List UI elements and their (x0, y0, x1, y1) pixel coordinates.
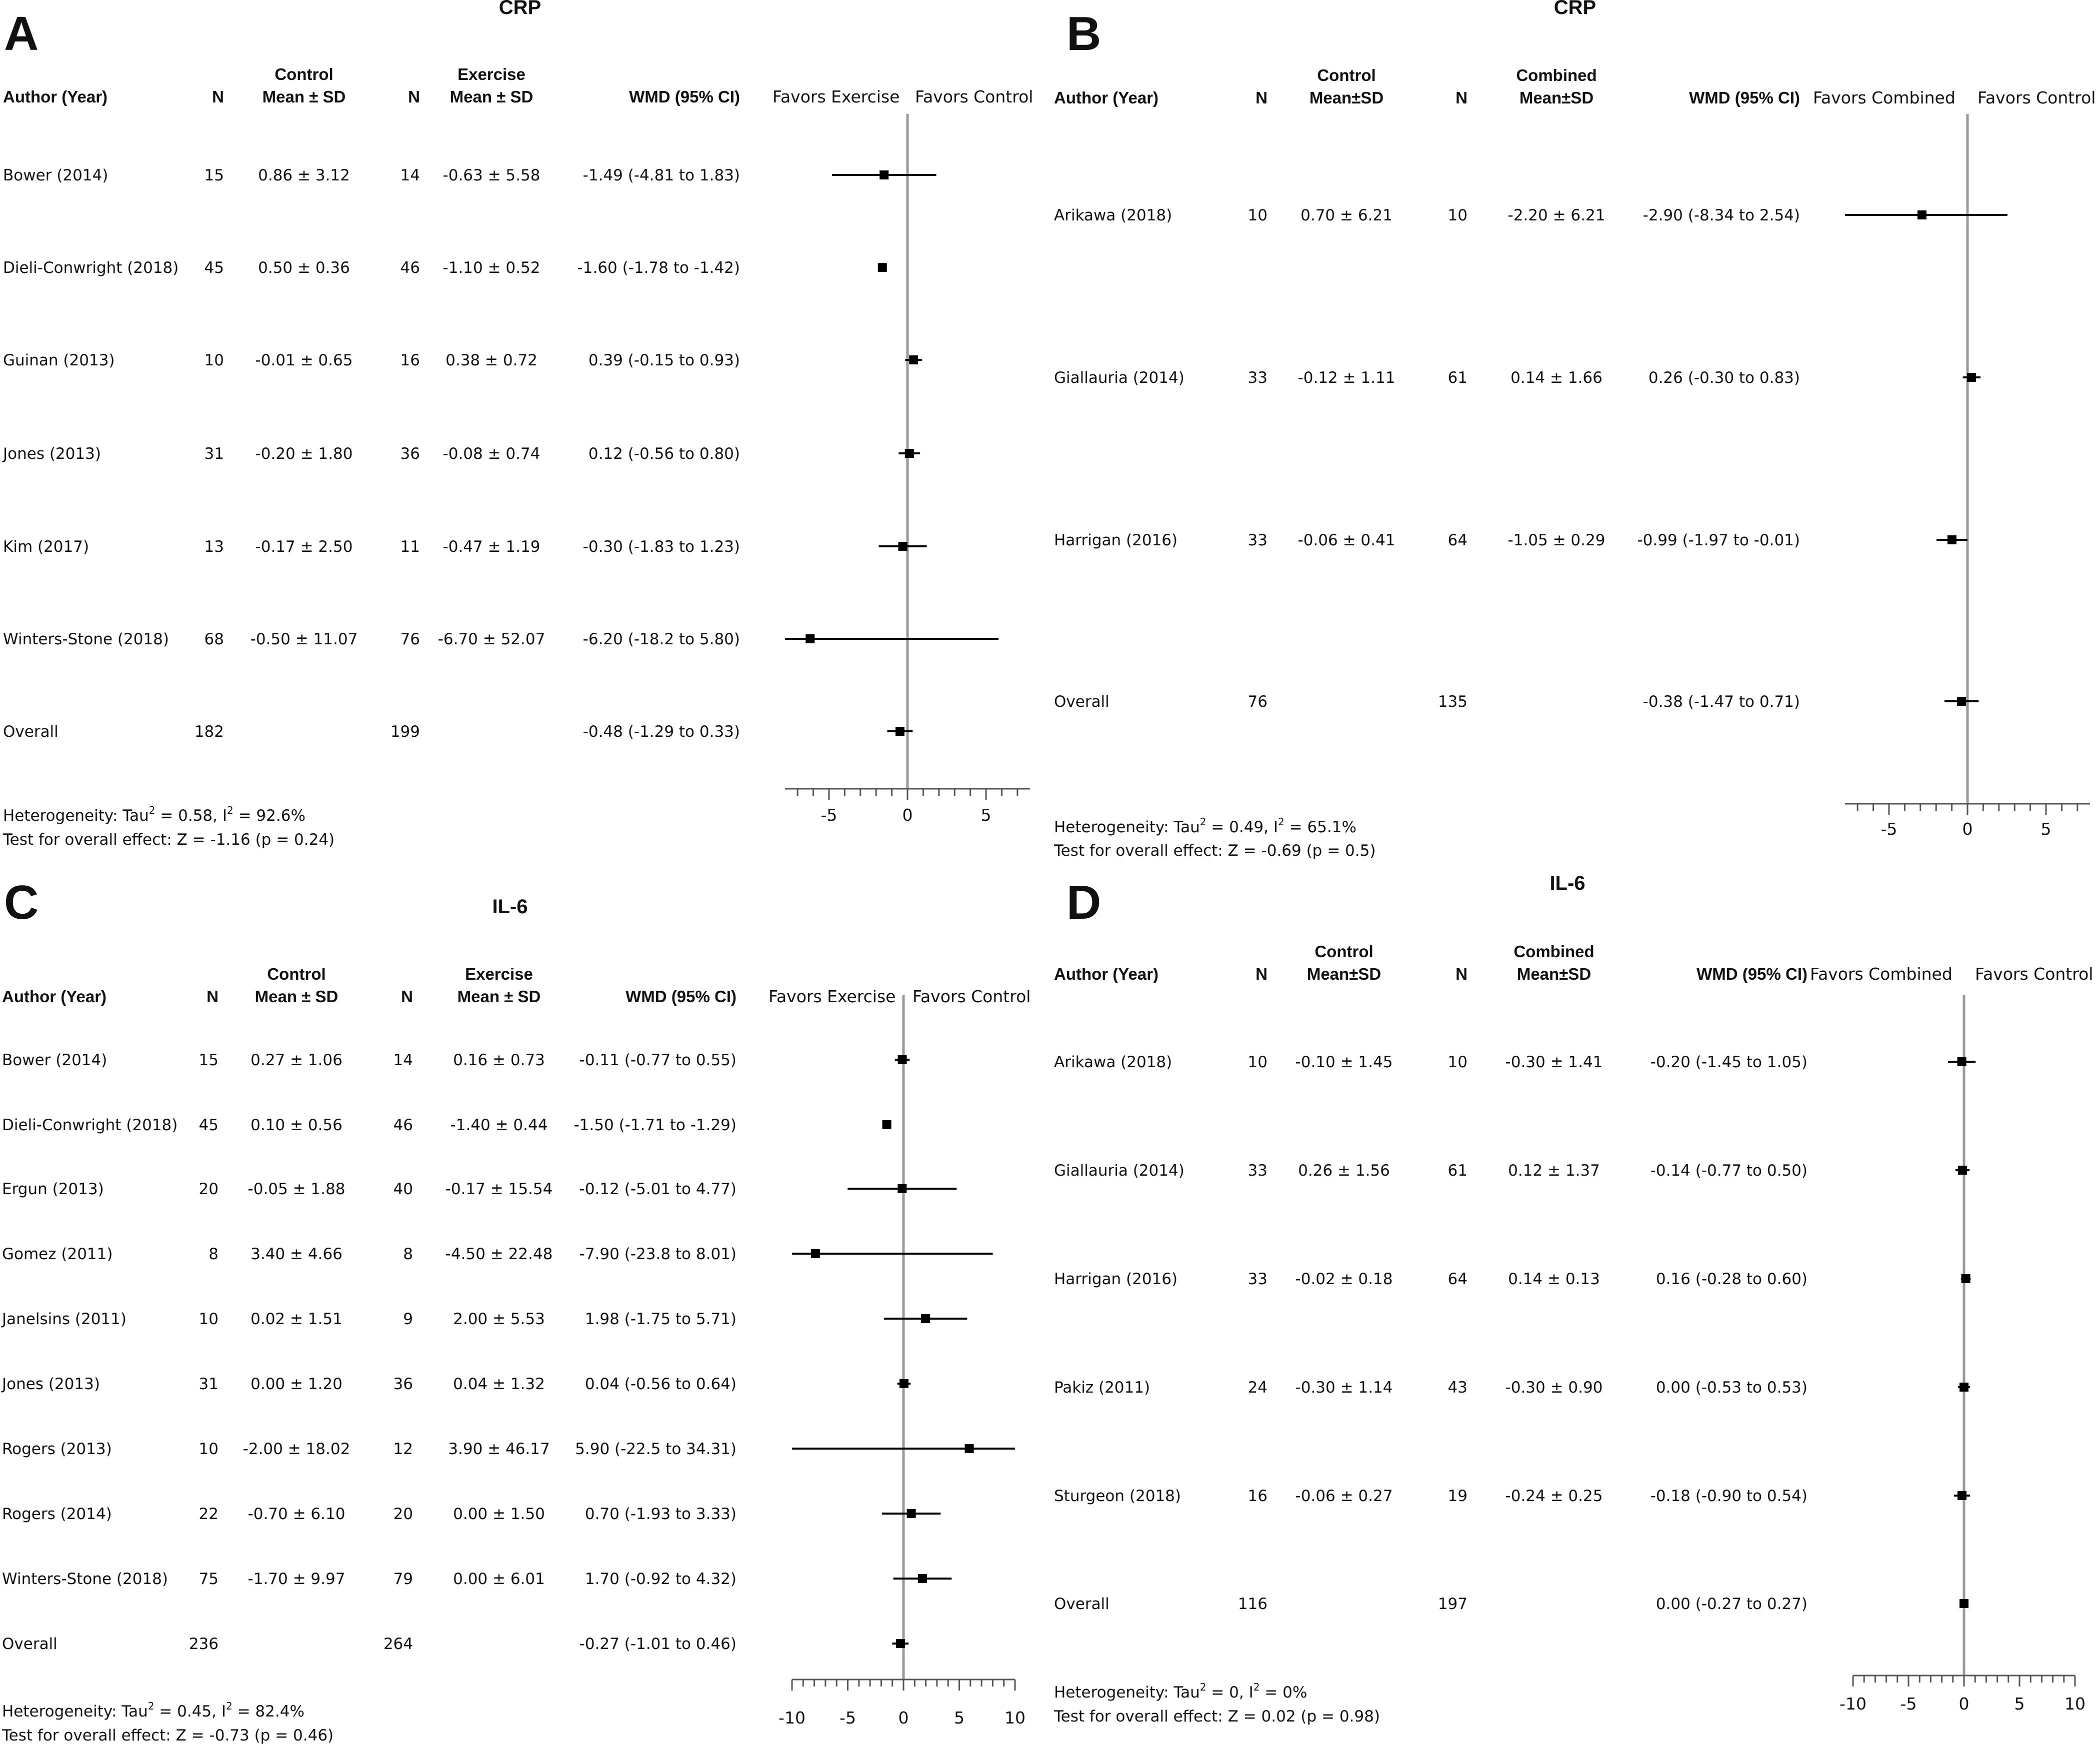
wmd-header: WMD (95% CI) (626, 987, 736, 1006)
treatment-n: 79 (393, 1570, 413, 1588)
favors-left-label: Favors Combined (1813, 88, 1956, 107)
study-author: Rogers (2013) (2, 1440, 112, 1458)
study-author: Giallauria (2014) (1054, 369, 1184, 387)
study-row (1054, 1270, 1970, 1288)
treatment-mean-sd: -0.30 ± 1.41 (1505, 1053, 1603, 1071)
effect-estimate-marker (1958, 1166, 1967, 1175)
treatment-n: 135 (1438, 693, 1468, 711)
group1-header: Control (267, 965, 326, 983)
panel-title: IL-6 (1550, 872, 1586, 894)
wmd-ci: -0.30 (-1.83 to 1.23) (582, 538, 740, 556)
study-author: Ergun (2013) (2, 1180, 104, 1198)
control-mean-sd: -0.50 ± 11.07 (250, 630, 358, 648)
x-tick-label: 10 (2064, 1694, 2086, 1714)
n-header: N (408, 87, 420, 106)
study-row (3, 630, 998, 648)
treatment-n: 264 (383, 1635, 413, 1653)
study-row (1054, 1379, 1970, 1397)
study-author: Jones (2013) (3, 445, 101, 463)
treatment-n: 61 (1448, 369, 1468, 387)
group2-header: Combined (1516, 66, 1597, 84)
study-row (1, 1310, 967, 1328)
effect-estimate-marker (907, 1509, 916, 1518)
study-author: Gomez (2011) (2, 1245, 113, 1263)
heterogeneity-text: Heterogeneity: Tau$^2$ = 0.58, $I^2 = 92.6\%$ (3, 804, 306, 825)
control-mean-sd: -0.05 ± 1.88 (248, 1180, 346, 1198)
wmd-ci: -1.50 (-1.71 to -1.29) (574, 1116, 736, 1134)
treatment-n: 61 (1448, 1162, 1468, 1180)
treatment-mean-sd: -0.30 ± 0.90 (1505, 1379, 1603, 1397)
effect-estimate-marker (965, 1444, 974, 1453)
study-row (3, 351, 922, 369)
wmd-ci: 0.26 (-0.30 to 0.83) (1648, 369, 1800, 387)
group1-mean-sd-header: Mean ± SD (262, 87, 346, 106)
effect-estimate-marker (1960, 1383, 1968, 1392)
treatment-mean-sd: 0.00 ± 6.01 (453, 1570, 545, 1588)
wmd-ci: -0.11 (-0.77 to 0.55) (579, 1051, 736, 1069)
overall-effect-text: Test for overall effect: Z = 0.02 (p = 0.98) (1054, 1708, 1380, 1726)
overall-effect-text: Test for overall effect: Z = -1.16 (p = 0.24) (3, 831, 335, 849)
author-year-header: Author (Year) (1054, 88, 1159, 107)
treatment-mean-sd: 0.14 ± 1.66 (1510, 369, 1602, 387)
control-n: 236 (188, 1635, 218, 1653)
treatment-mean-sd: -2.20 ± 6.21 (1508, 206, 1606, 224)
control-n: 116 (1238, 1595, 1268, 1613)
group2-header: Combined (1514, 942, 1594, 961)
study-row (1054, 1595, 1968, 1613)
treatment-mean-sd: 2.00 ± 5.53 (453, 1310, 545, 1328)
favors-left-label: Favors Exercise (772, 87, 900, 106)
wmd-ci: 0.12 (-0.56 to 0.80) (588, 445, 740, 463)
n-header: N (1456, 965, 1468, 983)
group2-mean-sd-header: Mean±SD (1519, 88, 1594, 107)
n-header: N (1256, 88, 1268, 107)
study-author: Janelsins (2011) (2, 1310, 126, 1328)
x-tick-label: -10 (1840, 1694, 1866, 1714)
wmd-ci: -0.20 (-1.45 to 1.05) (1650, 1053, 1808, 1071)
control-mean-sd: -0.02 ± 0.18 (1295, 1270, 1393, 1288)
treatment-n: 46 (393, 1116, 413, 1134)
study-row (1054, 369, 1980, 387)
wmd-ci: -7.90 (-23.8 to 8.01) (579, 1245, 736, 1263)
overall-effect-text: Test for overall effect: Z = -0.73 (p = 0.46) (2, 1727, 334, 1745)
study-row (1054, 206, 2008, 224)
control-mean-sd: -0.06 ± 0.41 (1298, 531, 1396, 549)
control-n: 75 (198, 1570, 218, 1588)
wmd-ci: -0.99 (-1.97 to -0.01) (1637, 531, 1800, 549)
control-mean-sd: 3.40 ± 4.66 (250, 1245, 342, 1263)
wmd-ci: -2.90 (-8.34 to 2.54) (1642, 206, 1800, 224)
wmd-ci: -6.20 (-18.2 to 5.80) (582, 630, 740, 648)
effect-estimate-marker (880, 170, 888, 179)
x-tick-label: -5 (820, 805, 838, 825)
heterogeneity-text: Heterogeneity: Tau$^2$ = 0, $I^2 = 0\%$ (1054, 1681, 1308, 1702)
wmd-ci: 0.16 (-0.28 to 0.60) (1656, 1270, 1808, 1288)
treatment-mean-sd: -1.05 ± 0.29 (1508, 531, 1606, 549)
treatment-n: 11 (400, 538, 420, 556)
group1-header: Control (274, 65, 334, 83)
study-row (1054, 1162, 1970, 1180)
treatment-mean-sd: 0.12 ± 1.37 (1508, 1162, 1600, 1180)
control-n: 45 (204, 259, 224, 277)
control-n: 20 (198, 1180, 218, 1198)
effect-estimate-marker (918, 1574, 927, 1583)
panel-letter: D (1066, 876, 1102, 929)
treatment-n: 64 (1448, 531, 1468, 549)
control-mean-sd: -0.20 ± 1.80 (255, 445, 353, 463)
treatment-n: 64 (1448, 1270, 1468, 1288)
effect-estimate-marker (896, 727, 904, 736)
study-row (2, 1570, 952, 1588)
effect-estimate-marker (1962, 1274, 1970, 1283)
wmd-ci: -1.60 (-1.78 to -1.42) (577, 259, 740, 277)
group1-header: Control (1317, 66, 1376, 84)
study-author: Arikawa (2018) (1054, 206, 1172, 224)
control-n: 45 (198, 1116, 218, 1134)
x-tick-label: 0 (902, 805, 913, 825)
wmd-ci: -0.12 (-5.01 to 4.77) (579, 1180, 736, 1198)
control-n: 33 (1248, 1270, 1268, 1288)
effect-estimate-marker (921, 1314, 930, 1323)
study-author: Pakiz (2011) (1054, 1379, 1150, 1397)
study-author: Giallauria (2014) (1054, 1162, 1184, 1180)
favors-right-label: Favors Control (1978, 88, 2096, 107)
treatment-mean-sd: -0.17 ± 15.54 (445, 1180, 553, 1198)
n-header: N (1256, 965, 1268, 983)
study-row (2, 1505, 940, 1523)
group1-mean-sd-header: Mean ± SD (254, 987, 338, 1006)
wmd-ci: -0.48 (-1.29 to 0.33) (582, 723, 740, 741)
wmd-ci: 0.00 (-0.27 to 0.27) (1656, 1595, 1808, 1613)
effect-estimate-marker (1967, 373, 1976, 382)
study-author: Arikawa (2018) (1054, 1053, 1172, 1071)
effect-estimate-marker (811, 1249, 820, 1258)
control-mean-sd: -2.00 ± 18.02 (242, 1440, 350, 1458)
panel-b (1054, 0, 2096, 860)
control-n: 33 (1248, 1162, 1268, 1180)
control-n: 31 (198, 1375, 218, 1393)
control-mean-sd: 0.10 ± 0.56 (250, 1116, 342, 1134)
effect-estimate-marker (806, 634, 814, 643)
control-mean-sd: -1.70 ± 9.97 (248, 1570, 346, 1588)
group2-mean-sd-header: Mean±SD (1516, 965, 1592, 983)
control-mean-sd: -0.12 ± 1.11 (1298, 369, 1396, 387)
study-row (3, 538, 927, 556)
study-author: Dieli-Conwright (2018) (3, 259, 179, 277)
group2-mean-sd-header: Mean ± SD (450, 87, 534, 106)
study-row (1054, 531, 1968, 549)
author-year-header: Author (Year) (2, 987, 107, 1006)
control-n: 15 (198, 1051, 218, 1069)
control-n: 68 (204, 630, 224, 648)
heterogeneity-text: Heterogeneity: Tau$^2$ = 0.49, $I^2 = 65.1\%$ (1054, 816, 1356, 836)
treatment-mean-sd: 0.38 ± 0.72 (446, 351, 538, 369)
study-author: Sturgeon (2018) (1054, 1487, 1181, 1505)
wmd-ci: 0.39 (-0.15 to 0.93) (588, 351, 740, 369)
panel-letter: B (1066, 7, 1102, 60)
wmd-ci: 1.98 (-1.75 to 5.71) (584, 1310, 736, 1328)
effect-estimate-marker (1948, 535, 1956, 544)
x-tick-label: 0 (1962, 819, 1973, 839)
effect-estimate-marker (1960, 1599, 1968, 1608)
effect-estimate-marker (898, 542, 908, 551)
control-n: 31 (204, 445, 224, 463)
control-mean-sd: -0.30 ± 1.14 (1295, 1379, 1393, 1397)
x-tick-label: -5 (1900, 1694, 1917, 1714)
study-author: Overall (1054, 1595, 1110, 1613)
favors-right-label: Favors Control (915, 87, 1034, 106)
control-n: 10 (198, 1310, 218, 1328)
treatment-mean-sd: 0.16 ± 0.73 (453, 1051, 545, 1069)
control-n: 182 (194, 723, 224, 741)
effect-estimate-marker (1958, 1057, 1966, 1066)
n-header: N (401, 987, 413, 1006)
control-mean-sd: -0.17 ± 2.50 (255, 538, 353, 556)
effect-estimate-marker (878, 263, 887, 272)
treatment-mean-sd: -1.10 ± 0.52 (442, 259, 540, 277)
treatment-n: 14 (393, 1051, 413, 1069)
study-author: Rogers (2014) (2, 1505, 112, 1523)
effect-estimate-marker (909, 355, 918, 364)
treatment-n: 36 (393, 1375, 413, 1393)
panel-title: IL-6 (492, 896, 528, 918)
study-row (2, 445, 920, 463)
treatment-n: 199 (390, 723, 420, 741)
study-author: Harrigan (2016) (1054, 531, 1178, 549)
author-year-header: Author (Year) (3, 87, 108, 106)
group2-mean-sd-header: Mean ± SD (457, 987, 541, 1006)
treatment-n: 14 (400, 166, 420, 184)
control-n: 10 (204, 351, 224, 369)
treatment-n: 12 (393, 1440, 413, 1458)
treatment-mean-sd: 0.14 ± 0.13 (1508, 1270, 1600, 1288)
wmd-ci: -0.14 (-0.77 to 0.50) (1650, 1162, 1808, 1180)
control-n: 8 (208, 1245, 218, 1263)
control-n: 10 (1248, 206, 1268, 224)
control-n: 13 (204, 538, 224, 556)
x-tick-label: 5 (2040, 819, 2052, 839)
study-row (2, 1180, 956, 1198)
control-n: 22 (198, 1505, 218, 1523)
panel-letter: C (4, 876, 39, 929)
study-row (2, 1245, 993, 1263)
study-author: Overall (2, 1635, 58, 1653)
control-n: 33 (1248, 369, 1268, 387)
group2-header: Exercise (465, 965, 533, 983)
panel-title: CRP (498, 0, 542, 18)
study-row (1054, 1053, 1976, 1071)
effect-estimate-marker (905, 449, 914, 458)
x-tick-label: -10 (778, 1708, 806, 1728)
treatment-mean-sd: -0.63 ± 5.58 (442, 166, 540, 184)
group2-header: Exercise (458, 65, 526, 83)
group1-mean-sd-header: Mean±SD (1306, 965, 1382, 983)
study-author: Overall (3, 723, 58, 741)
heterogeneity-text: Heterogeneity: Tau$^2$ = 0.45, $I^2 = 82.4\%$ (2, 1700, 304, 1721)
treatment-mean-sd: -0.08 ± 0.74 (442, 445, 540, 463)
panel-d (1054, 872, 2093, 1726)
control-n: 15 (204, 166, 224, 184)
author-year-header: Author (Year) (1054, 965, 1159, 983)
wmd-ci: 5.90 (-22.5 to 34.31) (575, 1440, 736, 1458)
study-author: Winters-Stone (2018) (3, 630, 169, 648)
treatment-n: 8 (403, 1245, 413, 1263)
wmd-ci: 1.70 (-0.92 to 4.32) (584, 1570, 736, 1588)
study-author: Jones (2013) (2, 1375, 100, 1393)
treatment-mean-sd: -4.50 ± 22.48 (445, 1245, 553, 1263)
favors-left-label: Favors Exercise (768, 987, 896, 1006)
overall-effect-text: Test for overall effect: Z = -0.69 (p = 0.5) (1054, 842, 1376, 860)
treatment-n: 9 (403, 1310, 413, 1328)
control-mean-sd: -0.06 ± 0.27 (1295, 1487, 1393, 1505)
treatment-n: 43 (1448, 1379, 1468, 1397)
control-n: 33 (1248, 531, 1268, 549)
treatment-mean-sd: -1.40 ± 0.44 (450, 1116, 548, 1134)
favors-right-label: Favors Control (912, 987, 1031, 1006)
treatment-n: 197 (1438, 1595, 1468, 1613)
effect-estimate-marker (900, 1379, 908, 1388)
treatment-mean-sd: 3.90 ± 46.17 (448, 1440, 550, 1458)
study-row (1, 1375, 910, 1393)
x-tick-label: 0 (898, 1708, 909, 1728)
wmd-ci: -0.27 (-1.01 to 0.46) (579, 1635, 736, 1653)
control-mean-sd: -0.10 ± 1.45 (1295, 1053, 1393, 1071)
panel-letter: A (4, 7, 39, 60)
wmd-ci: -0.18 (-0.90 to 0.54) (1650, 1487, 1808, 1505)
x-tick-label: -5 (1880, 819, 1898, 839)
control-mean-sd: 0.00 ± 1.20 (250, 1375, 342, 1393)
treatment-n: 46 (400, 259, 420, 277)
study-row (2, 1440, 1015, 1458)
study-author: Harrigan (2016) (1054, 1270, 1178, 1288)
control-mean-sd: -0.01 ± 0.65 (255, 351, 353, 369)
wmd-ci: -1.49 (-4.81 to 1.83) (582, 166, 740, 184)
x-tick-label: 5 (954, 1708, 964, 1728)
study-author: Dieli-Conwright (2018) (2, 1116, 178, 1134)
wmd-ci: 0.00 (-0.53 to 0.53) (1656, 1379, 1808, 1397)
control-mean-sd: 0.70 ± 6.21 (1300, 206, 1392, 224)
control-mean-sd: 0.27 ± 1.06 (250, 1051, 342, 1069)
study-row (1054, 1487, 1970, 1505)
study-author: Bower (2014) (3, 166, 108, 184)
study-author: Overall (1054, 693, 1110, 711)
wmd-header: WMD (95% CI) (1689, 88, 1800, 107)
wmd-ci: 0.70 (-1.93 to 3.33) (584, 1505, 736, 1523)
effect-estimate-marker (1957, 697, 1966, 706)
panel-a (2, 0, 1033, 849)
group1-mean-sd-header: Mean±SD (1309, 88, 1384, 107)
control-n: 10 (1248, 1053, 1268, 1071)
study-row (3, 166, 936, 184)
study-row (3, 723, 912, 741)
treatment-mean-sd: -0.47 ± 1.19 (442, 538, 540, 556)
n-header: N (212, 87, 224, 106)
study-row (2, 1051, 910, 1069)
x-tick-label: 10 (1004, 1708, 1026, 1728)
treatment-mean-sd: 0.00 ± 1.50 (453, 1505, 545, 1523)
wmd-ci: -0.38 (-1.47 to 0.71) (1642, 693, 1800, 711)
panel-c (1, 876, 1030, 1745)
control-n: 24 (1248, 1379, 1268, 1397)
treatment-n: 19 (1448, 1487, 1468, 1505)
x-tick-label: 0 (1958, 1694, 1970, 1714)
treatment-mean-sd: -6.70 ± 52.07 (438, 630, 546, 648)
wmd-ci: 0.04 (-0.56 to 0.64) (584, 1375, 736, 1393)
x-tick-label: 5 (2014, 1694, 2025, 1714)
study-row (2, 1116, 892, 1134)
wmd-header: WMD (95% CI) (1696, 965, 1808, 983)
control-n: 10 (198, 1440, 218, 1458)
control-mean-sd: 0.50 ± 0.36 (258, 259, 350, 277)
n-header: N (1456, 88, 1468, 107)
control-n: 16 (1248, 1487, 1268, 1505)
control-mean-sd: 0.02 ± 1.51 (250, 1310, 342, 1328)
study-author: Kim (2017) (3, 538, 90, 556)
group1-header: Control (1314, 942, 1374, 961)
treatment-n: 40 (393, 1180, 413, 1198)
study-author: Winters-Stone (2018) (2, 1570, 168, 1588)
treatment-n: 10 (1448, 206, 1468, 224)
treatment-n: 76 (400, 630, 420, 648)
treatment-n: 36 (400, 445, 420, 463)
study-row (1054, 693, 1978, 711)
panel-title: CRP (1554, 0, 1596, 18)
wmd-header: WMD (95% CI) (629, 87, 740, 106)
effect-estimate-marker (896, 1639, 905, 1648)
x-tick-label: 5 (980, 805, 992, 825)
x-tick-label: -5 (840, 1708, 856, 1728)
effect-estimate-marker (898, 1184, 906, 1193)
favors-right-label: Favors Control (1975, 964, 2094, 984)
treatment-n: 16 (400, 351, 420, 369)
control-mean-sd: 0.26 ± 1.56 (1298, 1162, 1390, 1180)
study-author: Bower (2014) (2, 1051, 108, 1069)
effect-estimate-marker (1958, 1491, 1966, 1500)
control-mean-sd: 0.86 ± 3.12 (258, 166, 350, 184)
study-row (3, 259, 887, 277)
study-row (2, 1635, 908, 1653)
effect-estimate-marker (898, 1055, 907, 1064)
favors-left-label: Favors Combined (1810, 964, 1952, 984)
treatment-n: 10 (1448, 1053, 1468, 1071)
treatment-n: 20 (393, 1505, 413, 1523)
effect-estimate-marker (882, 1120, 892, 1129)
control-n: 76 (1248, 693, 1268, 711)
study-author: Guinan (2013) (3, 351, 115, 369)
treatment-mean-sd: -0.24 ± 0.25 (1505, 1487, 1603, 1505)
effect-estimate-marker (1918, 210, 1926, 219)
n-header: N (206, 987, 218, 1006)
treatment-mean-sd: 0.04 ± 1.32 (453, 1375, 545, 1393)
control-mean-sd: -0.70 ± 6.10 (248, 1505, 346, 1523)
